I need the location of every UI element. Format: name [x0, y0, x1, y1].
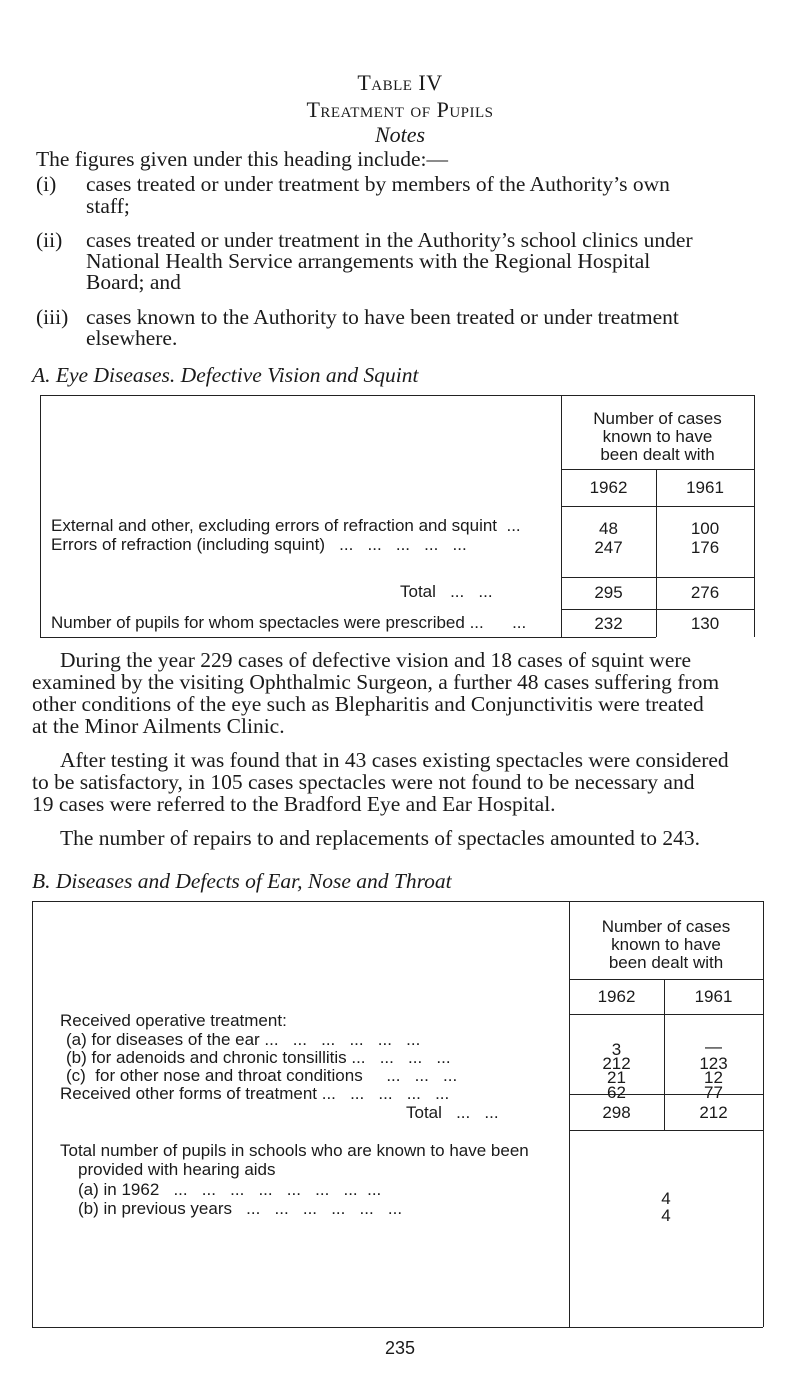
section-b-row-nose-throat-label: (c) for other nose and throat conditions ... ... ... — [66, 1066, 458, 1085]
notes-heading: Notes — [374, 122, 426, 147]
note-iii-line-2: elsewhere. — [86, 326, 178, 350]
section-b-other-1962: 62 — [607, 1083, 626, 1102]
section-a-row-refraction-1962: 247 — [594, 538, 623, 557]
page-number: 235 — [384, 1338, 416, 1358]
section-b-row-nose-throat-1961: 12 — [704, 1068, 723, 1087]
para-2-line-3: 19 cases were referred to the Bradford Eye and Ear Hospital. — [32, 792, 556, 816]
section-b-row-ear-1962: 3 — [611, 1040, 622, 1059]
para-1-line-1: During the year 229 cases of defective vision and 18 cases of squint were — [60, 648, 692, 672]
section-a-col-header-line-1: Number of cases — [593, 409, 722, 428]
note-iii-number: (iii) — [36, 305, 69, 329]
section-b-col-header-line-2: known to have — [611, 935, 721, 954]
para-2-line-1: After testing it was found that in 43 cases existing spectacles were considered — [60, 748, 729, 772]
section-b-col-header-line-1: Number of cases — [601, 917, 731, 936]
section-b-row-ear-label: (a) for diseases of the ear ... ... ... ... ... ... — [66, 1030, 421, 1049]
section-a-year-1962: 1962 — [589, 478, 628, 497]
section-b-other-1961: 77 — [704, 1083, 723, 1102]
section-b-hearing-1962-value: 4 — [661, 1189, 671, 1208]
section-b-year-1961: 1961 — [694, 987, 733, 1006]
section-b-group-label: Received operative treatment: — [60, 1011, 287, 1030]
section-b-row-ear-1961: — — [705, 1037, 722, 1056]
section-b-total-1961: 212 — [699, 1103, 728, 1122]
section-a-spectacles-1962: 232 — [594, 614, 623, 633]
para-1-line-3: other conditions of the eye such as Blepharitis and Conjunctivitis were treated — [32, 692, 704, 716]
section-a-total-label: Total ... ... — [400, 582, 493, 601]
section-a-year-1961: 1961 — [686, 478, 724, 497]
section-a-spectacles-label: Number of pupils for whom spectacles were prescribed ... ... — [51, 613, 527, 632]
section-b-year-1962: 1962 — [597, 987, 636, 1006]
note-i-line-1: cases treated or under treatment by members of the Authority’s own — [86, 172, 670, 196]
note-ii-line-3: Board; and — [86, 270, 181, 294]
note-iii-line-1: cases known to the Authority to have been treated or under treatment — [86, 305, 679, 329]
section-a-heading: A. Eye Diseases. Defective Vision and Squint — [32, 363, 419, 387]
para-1-line-2: examined by the visiting Ophthalmic Surgeon, a further 48 cases suffering from — [32, 670, 720, 694]
table-number: Table IV — [357, 70, 443, 95]
section-b-row-adenoids-1962: 212 — [602, 1054, 631, 1073]
section-b-row-adenoids-1961: 123 — [699, 1054, 728, 1073]
section-a-row-refraction-1961: 176 — [690, 538, 720, 557]
section-a-col-header-line-2: known to have — [602, 427, 713, 446]
section-b-hearing-label-line-2: provided with hearing aids — [78, 1160, 276, 1179]
note-ii-line-2: National Health Service arrangements with the Regional Hospital — [86, 249, 651, 273]
section-b-row-nose-throat-1962: 21 — [607, 1068, 626, 1087]
section-a-row-external-1962: 48 — [599, 519, 618, 538]
section-b-col-header-line-3: been dealt with — [608, 953, 724, 972]
section-a-row-external-label: External and other, excluding errors of refraction and squint ... — [51, 516, 521, 535]
section-b-total-1962: 298 — [602, 1103, 631, 1122]
section-b-other-label: Received other forms of treatment ... ... ... ... ... — [60, 1084, 450, 1103]
note-i-number: (i) — [36, 172, 57, 196]
para-3-line-1: The number of repairs to and replacements of spectacles amounted to 243. — [60, 826, 700, 850]
section-b-hearing-1962-label: (a) in 1962 ... ... ... ... ... ... ... ... — [78, 1180, 382, 1199]
section-a-row-refraction-label: Errors of refraction (including squint) ... ... ... ... ... — [51, 535, 467, 554]
section-b-hearing-label-line-1: Total number of pupils in schools who are known to have been — [60, 1141, 529, 1160]
section-a-spectacles-1961: 130 — [690, 614, 720, 633]
section-a-row-external-1961: 100 — [690, 519, 720, 538]
section-b-row-adenoids-label: (b) for adenoids and chronic tonsillitis ... ... ... ... — [66, 1048, 451, 1067]
intro-text: The figures given under this heading include:— — [36, 147, 448, 171]
page-title: Treatment of Pupils — [306, 97, 494, 122]
section-b-heading: B. Diseases and Defects of Ear, Nose and Throat — [32, 869, 452, 893]
section-b-hearing-previous-value: 4 — [661, 1206, 671, 1225]
note-i-line-2: staff; — [86, 194, 130, 218]
note-ii-number: (ii) — [36, 228, 63, 252]
para-2-line-2: to be satisfactory, in 105 cases spectacles were not found to be necessary and — [32, 770, 695, 794]
section-a-total-1962: 295 — [594, 583, 623, 602]
para-1-line-4: at the Minor Ailments Clinic. — [32, 714, 285, 738]
section-a-total-1961: 276 — [690, 583, 720, 602]
section-b-total-label: Total ... ... — [406, 1103, 499, 1122]
section-b-hearing-previous-label: (b) in previous years ... ... ... ... ... ... — [78, 1199, 403, 1218]
note-ii-line-1: cases treated or under treatment in the Authority’s school clinics under — [86, 228, 693, 252]
section-a-col-header-line-3: been dealt with — [600, 445, 715, 464]
